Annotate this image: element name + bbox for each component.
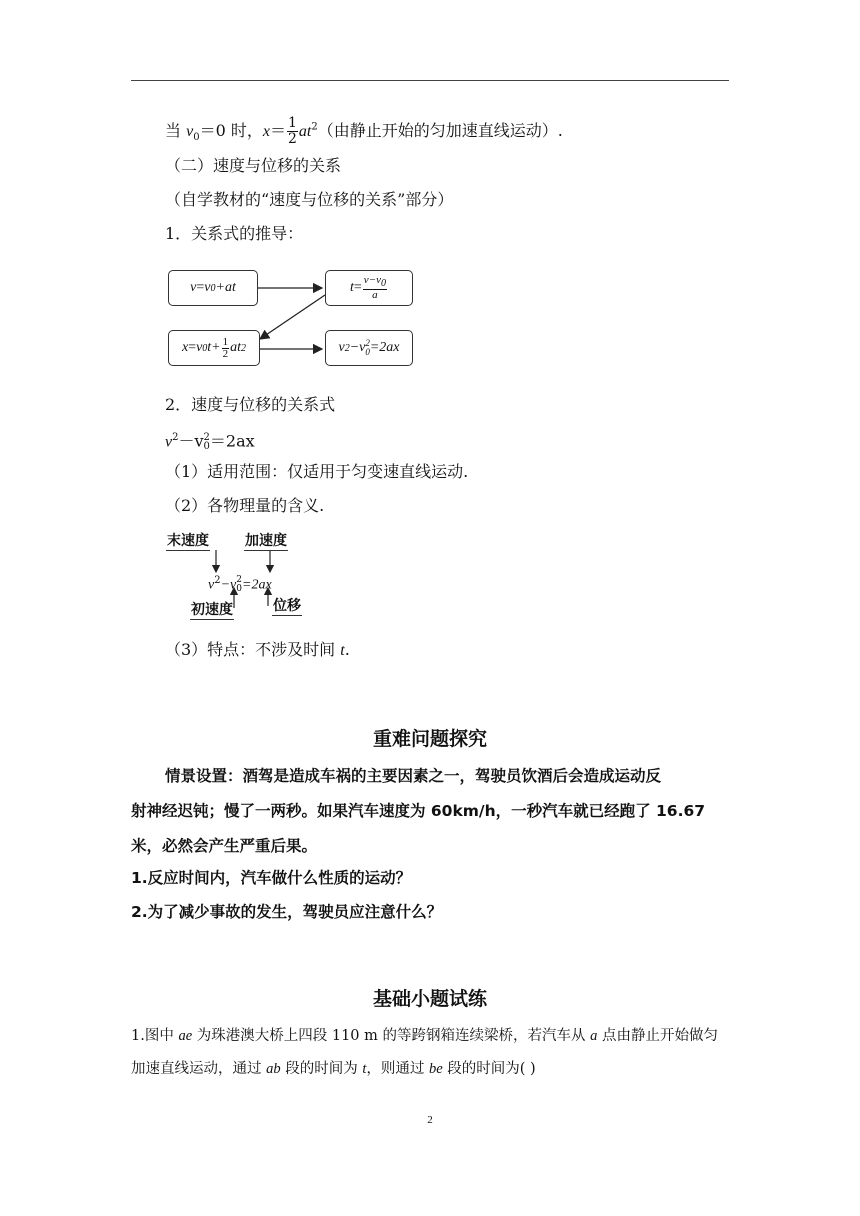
label-final-velocity: 末速度 xyxy=(167,533,209,549)
page-number: 2 xyxy=(427,1114,433,1126)
heading-key-problems: 重难问题探究 xyxy=(372,728,487,750)
question-2: 2.为了减少事故的发生，驾驶员应注意什么？ xyxy=(131,903,443,921)
item-relation: 2．速度与位移的关系式 xyxy=(165,395,336,414)
meaning-formula: $v^2-v$ 2 0 =2ax xyxy=(208,574,272,594)
scenario-line-1: 情景设置：酒驾是造成车祸的主要因素之一，驾驶员饮酒后会造成运动反 xyxy=(165,767,662,785)
fraction-half: $\frac{1}{2}$ xyxy=(287,115,297,147)
problem-line-2: 加速直线运动，通过 ab 段的时间为 t，则通过 be 段的时间为( ) xyxy=(131,1061,536,1077)
scope-line: （1）适用范围：仅适用于匀变速直线运动. xyxy=(165,462,469,481)
heading-basic-exercises: 基础小题试练 xyxy=(372,988,487,1010)
arrow-diagonal xyxy=(260,295,325,339)
section-title: （二）速度与位移的关系 xyxy=(165,156,342,175)
meaning-line: （2）各物理量的含义. xyxy=(165,496,325,515)
label-initial-velocity: 初速度 xyxy=(191,602,233,618)
scenario-line-2: 射神经迟钝；慢了一两秒。如果汽车速度为 60km/h，一秒汽车就已经跑了 16.67 xyxy=(131,802,706,820)
question-1: 1.反应时间内，汽车做什么性质的运动？ xyxy=(131,869,412,887)
feature-line: （3）特点：不涉及时间 t. xyxy=(165,640,350,659)
label-acceleration: 加速度 xyxy=(245,533,287,549)
label-displacement: 位移 xyxy=(273,598,301,614)
formula-box-velocity: v = v 0 +at xyxy=(168,270,258,306)
formula-box-time: t = $\frac{v-v_0}{a}$ xyxy=(325,270,413,306)
self-study-note: （自学教材的“速度与位移的关系”部分） xyxy=(165,190,454,209)
scenario-line-3: 米，必然会产生严重后果。 xyxy=(131,837,318,855)
formula-box-displacement: x = v 0 t+ $\frac{1}{2}$ at 2 xyxy=(168,330,260,366)
problem-line-1: 1.图中 ae 为珠港澳大桥上四段 110 m 的等跨钢箱连续梁桥，若汽车从 a 点由静止开始做匀 xyxy=(131,1028,718,1044)
item-derivation: 1．关系式的推导： xyxy=(165,224,304,243)
formula-box-result: v 2 −v 2 0 =2ax xyxy=(325,330,413,366)
zero-velocity-line: 当 $v_0=0$ 时，x＝ $\frac{1}{2}$ $at^2$（由静止开始的匀加速直线运动）. xyxy=(165,115,563,147)
header-rule xyxy=(131,80,729,81)
relation-formula: $v^2-v$ 2 0 ＝2ax xyxy=(165,431,255,452)
